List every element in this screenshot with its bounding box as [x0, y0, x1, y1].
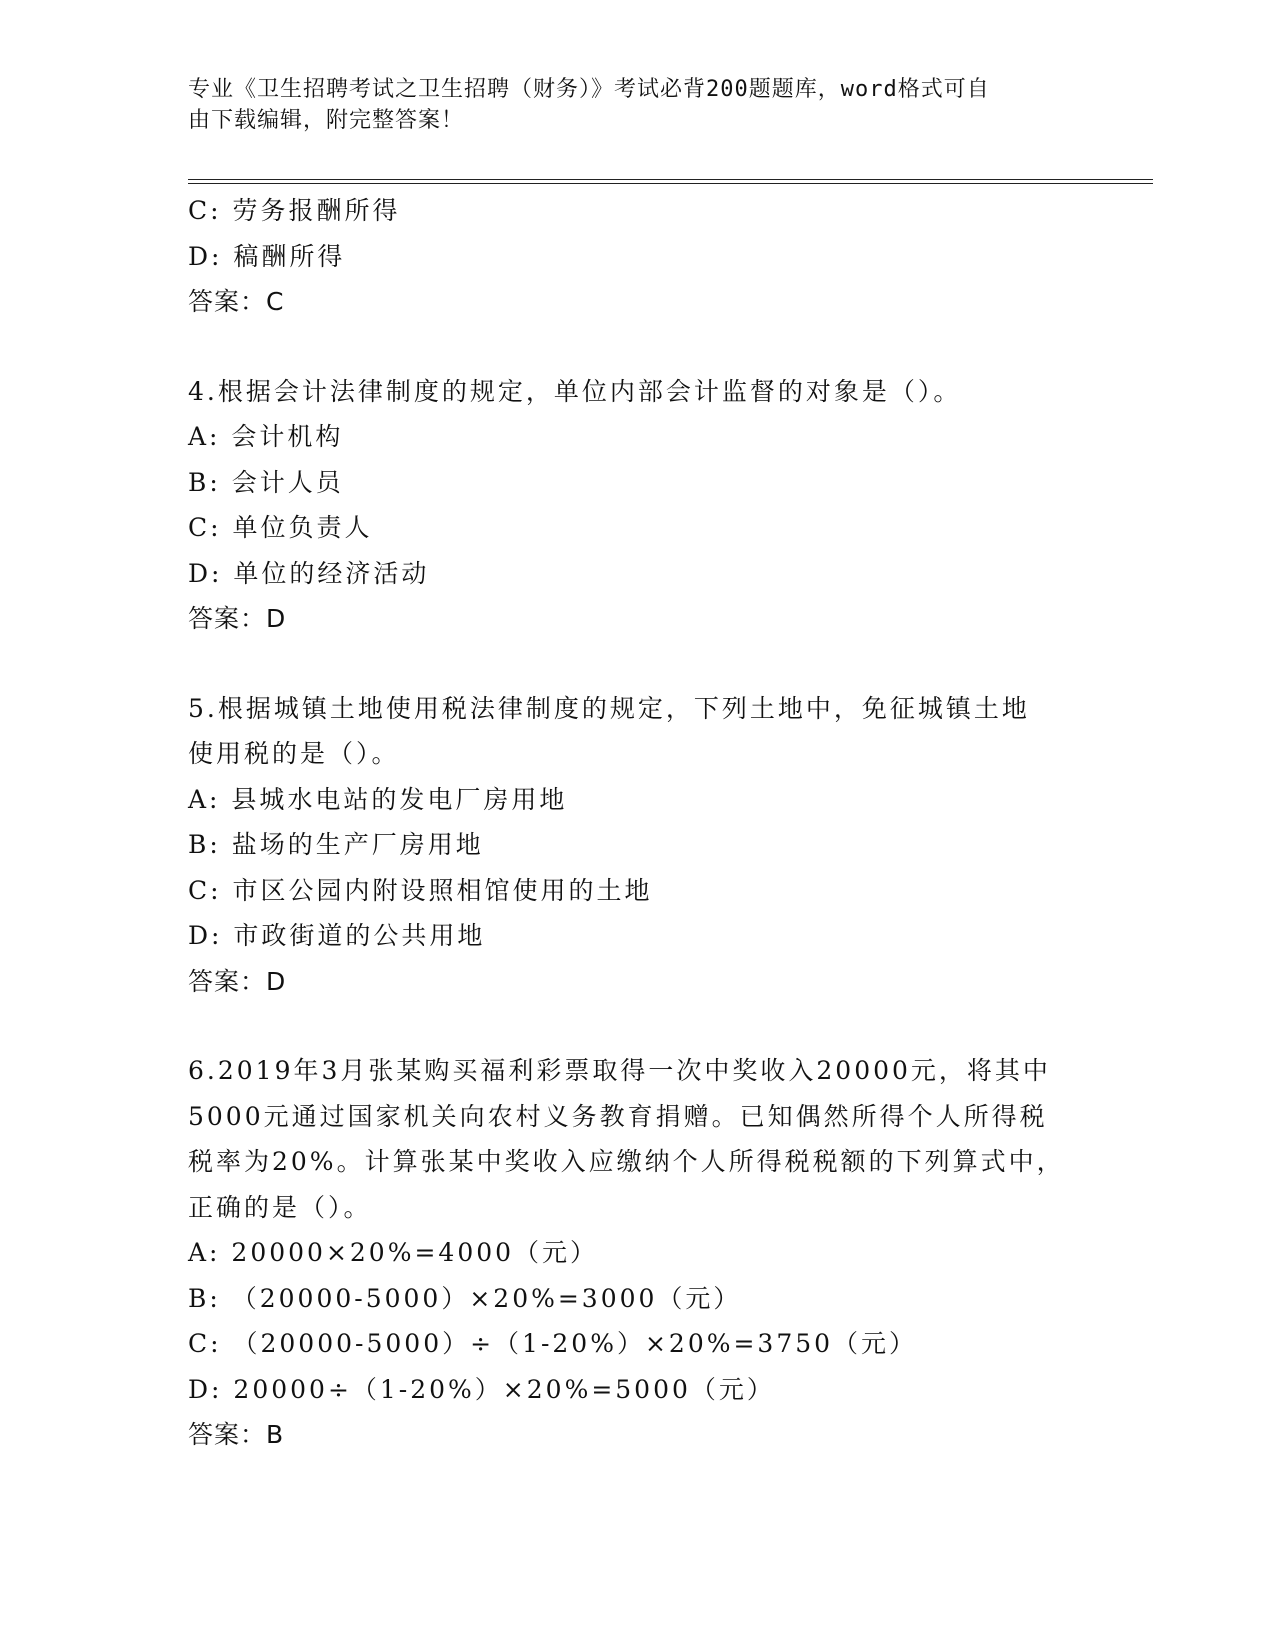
question-3-continued	[188, 188, 1068, 325]
option-c: C: 市区公园内附设照相馆使用的土地	[188, 875, 653, 905]
answer-line: 答案：D	[188, 604, 287, 633]
question-stem-line-3: 税率为20%。计算张某中奖收入应缴纳个人所得税税额的下列算式中，	[188, 1147, 1065, 1176]
spacer	[188, 325, 1068, 369]
option-a: A: 县城水电站的发电厂房用地	[188, 784, 568, 814]
answer-line: 答案：D	[188, 966, 287, 996]
header-line-1: 专业《卫生招聘考试之卫生招聘（财务）》考试必背200题题库，word格式可自	[188, 77, 990, 102]
question-stem-line-4: 正确的是（）。	[188, 1192, 372, 1222]
header-divider-bottom	[188, 183, 1153, 184]
spacer	[188, 642, 1068, 686]
option-c: C: （20000-5000）÷（1-20%）×20%=3750（元）	[188, 1329, 918, 1358]
option-a: A: 20000×20%=4000（元）	[188, 1238, 599, 1267]
option-d: D: 市政街道的公共用地	[188, 921, 486, 950]
spacer	[188, 1004, 1068, 1048]
document-header	[188, 74, 1068, 136]
option-c: C: 劳务报酬所得	[188, 196, 401, 225]
answer-line: 答案：B	[188, 1420, 285, 1449]
option-b: B: 会计人员	[188, 467, 344, 497]
option-b: B: （20000-5000）×20%=3000（元）	[188, 1283, 742, 1313]
header-divider-top	[188, 179, 1153, 180]
question-stem-line-1: 6.2019年3月张某购买福利彩票取得一次中奖收入20000元，将其中	[188, 1056, 1051, 1085]
question-4	[188, 369, 1068, 642]
header-line-2: 由下载编辑，附完整答案！	[188, 108, 465, 133]
answer-line: 答案：C	[188, 287, 285, 316]
question-stem-line-2: 5000元通过国家机关向农村义务教育捐赠。已知偶然所得个人所得税	[188, 1101, 1048, 1131]
option-d: D: 单位的经济活动	[188, 558, 430, 588]
question-5	[188, 686, 1068, 1005]
question-6	[188, 1048, 1068, 1458]
option-b: B: 盐场的生产厂房用地	[188, 830, 484, 859]
option-d: D: 20000÷（1-20%）×20%=5000（元）	[188, 1374, 775, 1404]
option-c: C: 单位负责人	[188, 513, 373, 542]
option-a: A: 会计机构	[188, 422, 344, 451]
question-stem-line-2: 使用税的是（）。	[188, 739, 400, 768]
question-list	[188, 188, 1068, 1458]
question-stem-line-1: 5.根据城镇土地使用税法律制度的规定，下列土地中，免征城镇土地	[188, 693, 1030, 723]
option-d: D: 稿酬所得	[188, 241, 346, 271]
question-stem: 4.根据会计法律制度的规定，单位内部会计监督的对象是（）。	[188, 376, 962, 406]
